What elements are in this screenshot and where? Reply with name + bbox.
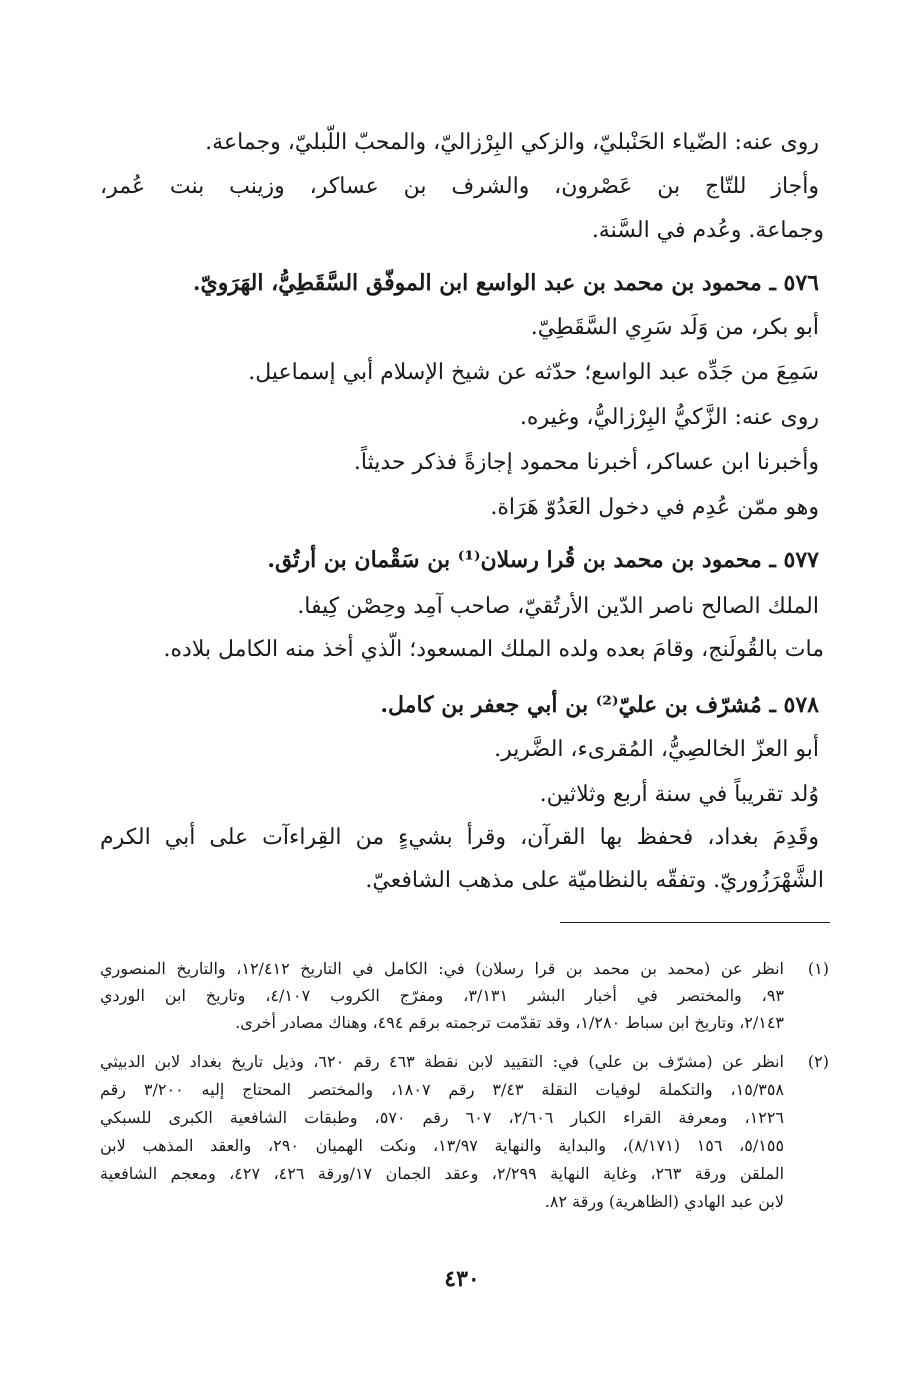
entry-heading-576: ٥٧٦ ـ محمود بن محمد بن عبد الواسع ابن الموفّق السَّقَطِيُّ، الهَرَويّ. bbox=[192, 270, 819, 296]
footnote-number: (١) bbox=[807, 959, 829, 978]
footnote-line: ٩٣، والمختصر في أخبار البشر ٣/١٣١، ومفرّج الكروب ٤/١٠٧، وتاريخ ابن الوردي bbox=[100, 986, 785, 1005]
body-line: وهو ممّن عُدِم في دخول العَدُوّ هَرَاة. bbox=[490, 495, 819, 520]
body-line: وأخبرنا ابن عساكر، أخبرنا محمود إجازةً فذكر حديثاً. bbox=[353, 450, 819, 475]
footnote-line: ٢/١٤٣، وتاريخ ابن سباط ١/٢٨٠، وقد تقدّمت ترجمته برقم ٤٩٤، وهناك مصادر أخرى. bbox=[235, 1013, 784, 1032]
body-line: وجماعة. وعُدم في السَّنة. bbox=[591, 218, 824, 243]
body-line: أبو العزّ الخالصِيُّ، المُقرىء، الضَّرير. bbox=[494, 737, 819, 762]
body-line: الشَّهْرَزُوريّ. وتفقّه بالنظاميّة على مذهب الشافعيّ. bbox=[365, 868, 824, 893]
body-line: وُلد تقريباً في سنة أربع وثلاثين. bbox=[539, 782, 819, 807]
footnote-line: ١٥/٣٥٨، والتكملة لوفيات النقلة ٣/٤٣ رقم ١٨٠٧، والمختصر المحتاج إليه ٣/٢٠٠ رقم bbox=[100, 1080, 785, 1099]
body-line: روى عنه: الضّياء الحَنْبليّ، والزكي البِرْزاليّ، والمحبّ اللّبليّ، وجماعة. bbox=[205, 130, 819, 155]
footnote-line: ١٢٢٦، ومعرفة القراء الكبار ٢/٦٠٦، ٦٠٧ رقم ٥٧٠، وطبقات الشافعية الكبرى للسبكي bbox=[100, 1108, 784, 1127]
body-line: الملك الصالح ناصر الدّين الأرتُقيّ، صاحب آمِد وحِصْن كِيفا. bbox=[297, 594, 819, 619]
body-line: وقَدِمَ بغداد، فحفظ بها القرآن، وقرأ بشيءٍ من القِراءآت على أبي الكرم bbox=[100, 825, 820, 850]
footnote-line: الملقن ورقة ٢٦٣، وغاية النهاية ٢/٢٩٩، وعقد الجمان ١٧/ورقة ٤٢٦، ٤٢٧، ومعجم الشافعية bbox=[100, 1164, 785, 1183]
body-line: سَمِعَ من جَدِّه عبد الواسع؛ حدّثه عن شيخ الإسلام أبي إسماعيل. bbox=[248, 360, 819, 385]
footnote-number: (٢) bbox=[807, 1052, 829, 1071]
body-line: مات بالقُولَنج، وقامَ بعده ولده الملك المسعود؛ الّذي أخذ منه الكامل بلاده. bbox=[163, 637, 824, 662]
body-line: أبو بكر، من وَلَد سَرِي السَّقَطِيّ. bbox=[530, 315, 819, 340]
body-line: روى عنه: الزَّكيُّ البِرْزاليُّ، وغيره. bbox=[519, 405, 819, 430]
page-number: ٤٣٠ bbox=[444, 1266, 480, 1292]
entry-heading-577: ٥٧٧ ـ محمود بن محمد بن قُرا رسلان⁽¹⁾ بن سَقْمان بن أرتُق. bbox=[267, 547, 819, 573]
footnote-line: ٥/١٥٥، ١٥٦ (٨/١٧١)، والبداية والنهاية ١٣/٩٧، ونكت الهميان ٢٩٠، والعقد المذهب لابن bbox=[100, 1136, 785, 1155]
footnote-line: انظر عن (مشرّف بن علي) في: التقييد لابن نقطة ٤٦٣ رقم ٦٢٠، وذيل تاريخ بغداد لابن الدبيثي bbox=[100, 1052, 784, 1071]
footnote-separator bbox=[560, 922, 830, 923]
entry-heading-578: ٥٧٨ ـ مُشرّف بن عليّ⁽²⁾ بن أبي جعفر بن كامل. bbox=[380, 692, 819, 718]
footnote-line: لابن عبد الهادي (الظاهرية) ورقة ٨٢. bbox=[544, 1192, 784, 1211]
body-line: وأجاز للتّاج بن عَصْرون، والشرف بن عساكر، وزينب بنت عُمر، bbox=[100, 174, 819, 199]
footnote-line: انظر عن (محمد بن محمد بن قرا رسلان) في: الكامل في التاريخ ١٢/٤١٢، والتاريخ المنصوري bbox=[100, 959, 784, 978]
